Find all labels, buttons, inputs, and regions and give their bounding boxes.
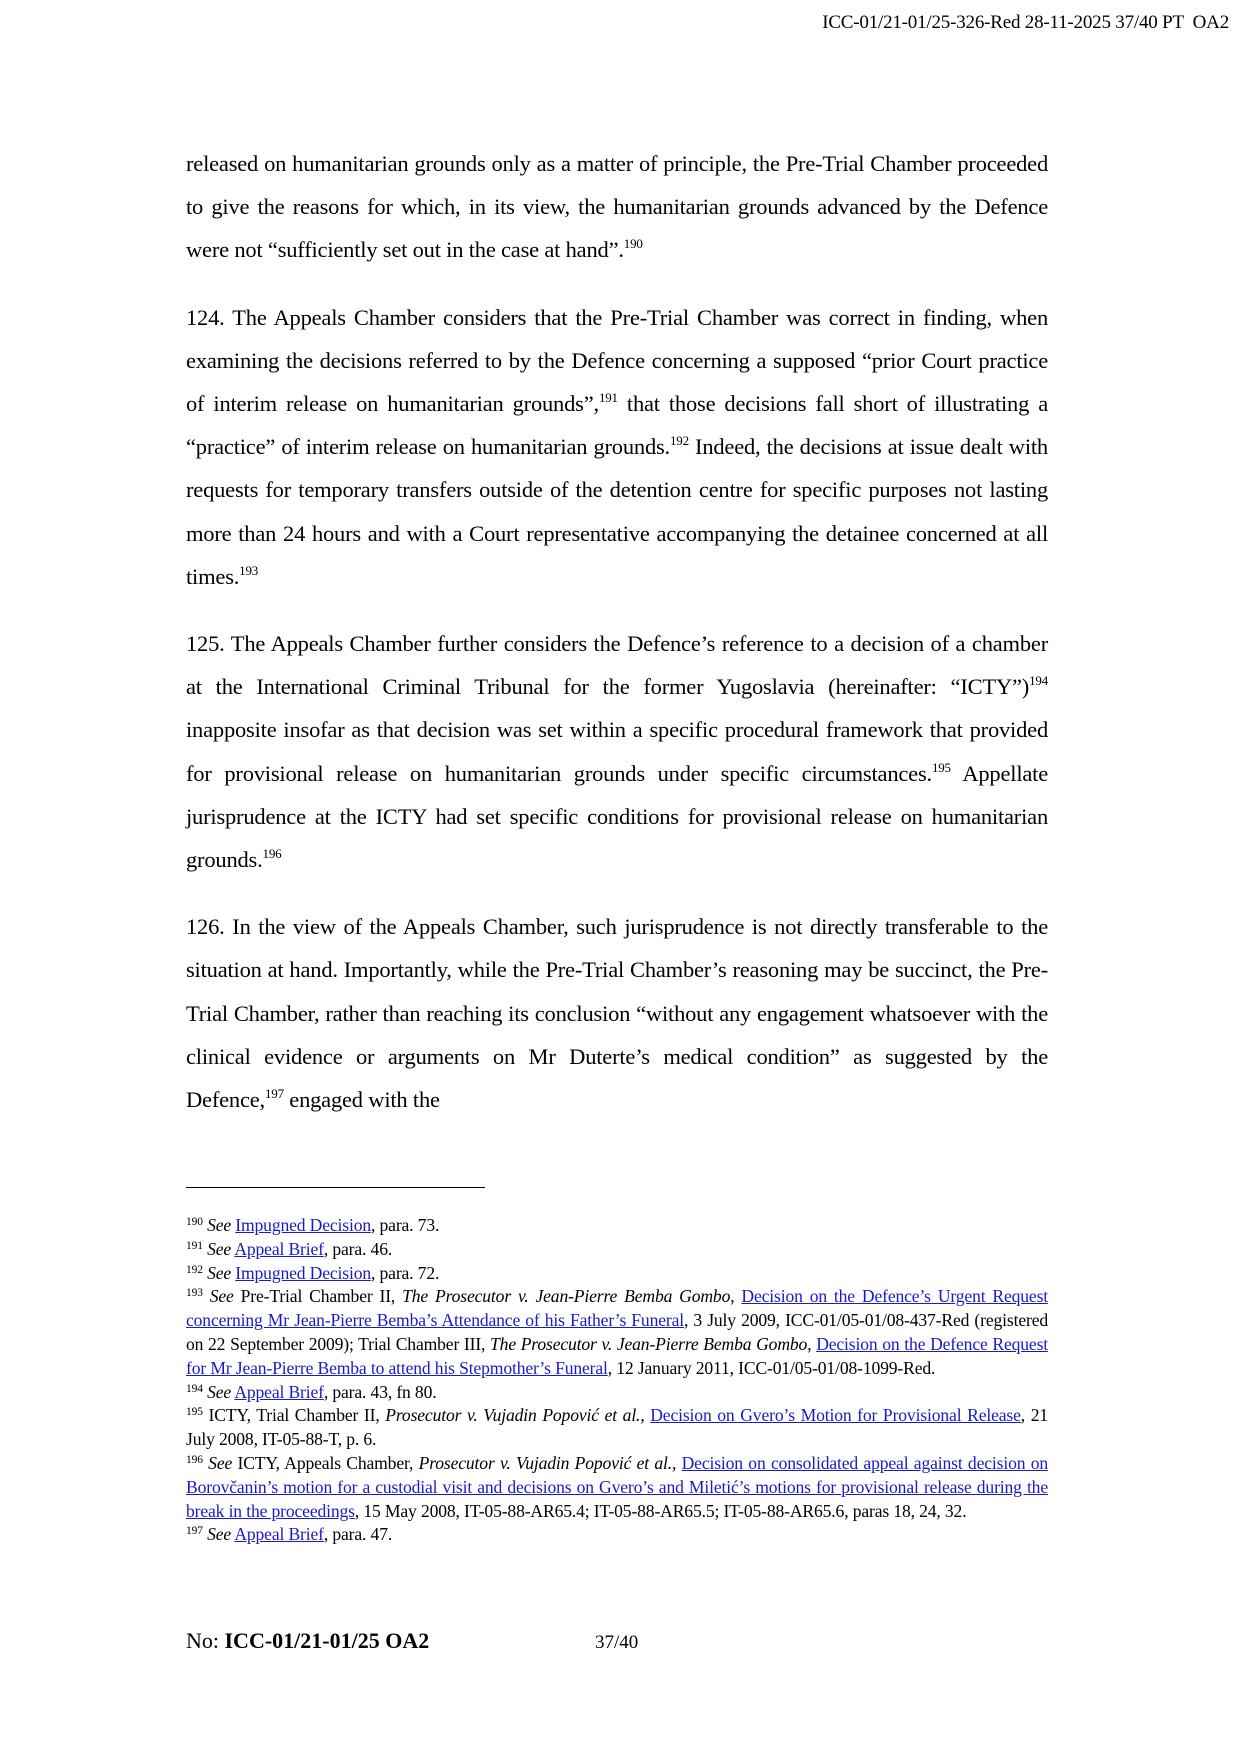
paragraph-number: 124. — [186, 304, 225, 330]
footnote-ref[interactable]: 192 — [669, 433, 689, 449]
paragraph-continuation — [186, 142, 1048, 272]
case-number-label: No: — [186, 1628, 225, 1653]
footnote-link[interactable]: Decision on the Defence’s Urgent Request concerning Mr Jean-Pierre Bemba’s Attendance of his Father’s Funeral — [186, 1286, 1049, 1331]
footnote-number: 196 — [186, 1453, 203, 1466]
footnote-text: , para. 46. — [323, 1238, 393, 1259]
footnote-text: , para. 72. — [371, 1262, 440, 1283]
paragraph-number: 126. — [186, 914, 225, 940]
paragraph-number: 125. — [186, 631, 225, 657]
footnote-number: 192 — [186, 1263, 203, 1276]
footnote-text: , — [807, 1333, 817, 1354]
case-name: Prosecutor v. Vujadin Popović et al. — [385, 1405, 641, 1426]
footnote-number: 190 — [186, 1216, 203, 1228]
footnote-link[interactable]: Impugned Decision — [235, 1262, 372, 1283]
paragraph-text: The Appeals Chamber considers that the Pre-Trial Chamber was correct in finding, when examining the decisions referred to by the Defence concerning a supposed “prior Court practice of interim release on humanitarian grounds”, — [186, 304, 1048, 417]
case-number-value: ICC-01/21-01/25 OA2 — [224, 1628, 430, 1653]
footnote-ref[interactable]: 191 — [598, 390, 618, 406]
footnote-text: , 3 July 2009, ICC-01/05-01/08-437-Red (registered on 22 September 2009); Trial Chamber III, — [186, 1310, 1048, 1354]
document-body — [186, 142, 1048, 1145]
footnote-195 — [186, 1404, 1048, 1452]
signal-word: See — [207, 1262, 232, 1283]
footnotes — [186, 1214, 1048, 1547]
footnote-link[interactable]: Decision on the Defence Request for Mr Jean-Pierre Bemba to attend his Stepmother’s Funeral — [186, 1333, 1049, 1378]
signal-word: See — [207, 1524, 232, 1545]
footnote-text: , para. 43, fn 80. — [323, 1381, 437, 1402]
footnote-number: 195 — [186, 1406, 203, 1419]
footnote-190 — [186, 1214, 1048, 1238]
footnote-ref[interactable]: 196 — [262, 846, 282, 862]
paragraph-text: Appellate jurisprudence at the ICTY had set specific conditions for provisional release on humanitarian grounds. — [186, 760, 1048, 873]
paragraph-text: In the view of the Appeals Chamber, such jurisprudence is not directly transferable to the situation at hand. Importantly, while the Pre-Trial Chamber’s reasoning may be succinct, the Pre-Trial Chamber, rather than reaching its conclusion “without any engagement whatsoever with the clinical evidence or arguments on Mr Duterte’s medical condition” as suggested by the Defence, — [186, 914, 1048, 1113]
paragraph-124 — [186, 296, 1048, 598]
case-name: The Prosecutor v. Jean-Pierre Bemba Gombo — [402, 1286, 731, 1307]
page-number: 37/40 — [595, 1632, 639, 1653]
footnote-text: , 15 May 2008, IT-05-88-AR65.4; IT-05-88-AR65.5; IT-05-88-AR65.6, paras 18, 24, 32. — [354, 1500, 967, 1521]
footnote-192 — [186, 1262, 1048, 1286]
footnote-text: , — [672, 1452, 682, 1473]
footnote-text: , para. 47. — [323, 1524, 393, 1545]
footnote-text: ICTY, Appeals Chamber, — [232, 1452, 419, 1473]
footnote-ref[interactable]: 190 — [623, 236, 643, 252]
footnote-text: , para. 73. — [371, 1215, 440, 1235]
footnote-text: , — [640, 1405, 651, 1426]
footnote-separator — [186, 1187, 485, 1188]
signal-word: See — [208, 1452, 233, 1473]
signal-word: See — [207, 1238, 232, 1259]
paragraph-text: engaged with the — [283, 1087, 440, 1113]
paragraph-text: The Appeals Chamber further considers the Defence’s reference to a decision of a chamber at the International Criminal Tribunal for the former Yugoslavia (hereinafter: “ICTY”) — [186, 631, 1048, 700]
footnote-ref[interactable]: 195 — [931, 759, 951, 775]
footnote-link[interactable]: Decision on consolidated appeal against decision on Borovčanin’s motion for a custodial visit and decisions on Gvero’s and Miletić’s motions for provisional release during the break in the proceedings — [186, 1452, 1049, 1521]
paragraph-text: Indeed, the decisions at issue dealt with requests for temporary transfers outside of the detention centre for specific purposes not lasting more than 24 hours and with a Court representative accompanying the detainee concerned at all times. — [186, 434, 1048, 589]
footnote-link[interactable]: Decision on Gvero’s Motion for Provisional Release — [650, 1405, 1021, 1426]
footnote-link[interactable]: Appeal Brief — [234, 1381, 324, 1402]
footnote-ref[interactable]: 193 — [239, 562, 259, 578]
footnote-text: , 21 July 2008, IT-05-88-T, p. 6. — [186, 1405, 1049, 1450]
document-reference-header: ICC-01/21-01/25-326-Red 28-11-2025 37/40 PT OA2 — [822, 12, 1229, 33]
case-name: Prosecutor v. Vujadin Popović et al. — [418, 1452, 672, 1473]
paragraph-text: released on humanitarian grounds only as a matter of principle, the Pre-Trial Chamber proceeded to give the reasons for which, in its view, the humanitarian grounds advanced by the Defence were not “sufficiently set out in the case at hand”. — [186, 151, 1048, 263]
footnote-197 — [186, 1523, 1048, 1547]
footnote-194 — [186, 1381, 1048, 1405]
footnote-ref[interactable]: 194 — [1029, 673, 1048, 689]
footnote-link[interactable]: Appeal Brief — [234, 1524, 324, 1545]
signal-word: See — [207, 1215, 232, 1235]
paragraph-125 — [186, 622, 1048, 881]
signal-word: See — [207, 1381, 232, 1402]
paragraph-text: that those decisions fall short of illustrating a “practice” of interim release on humanitarian grounds. — [186, 391, 1048, 460]
case-name: The Prosecutor v. Jean-Pierre Bemba Gombo — [490, 1333, 808, 1354]
footnote-193 — [186, 1285, 1048, 1380]
footnote-text: , 12 January 2011, ICC-01/05-01/08-1099-Red. — [607, 1357, 936, 1378]
paragraph-text: inapposite insofar as that decision was set within a specific procedural framework that provided for provisional release on humanitarian grounds under specific circumstances. — [186, 717, 1048, 786]
footnote-number: 193 — [186, 1287, 203, 1300]
footnote-196 — [186, 1452, 1048, 1523]
signal-word: See — [209, 1286, 234, 1307]
footnote-link[interactable]: Appeal Brief — [234, 1238, 324, 1259]
footnote-text: ICTY, Trial Chamber II, — [202, 1405, 386, 1426]
case-number-footer — [186, 1628, 429, 1654]
footnote-text: Pre-Trial Chamber II, — [233, 1286, 403, 1307]
footnote-number: 191 — [186, 1239, 203, 1252]
footnote-ref[interactable]: 197 — [264, 1086, 284, 1102]
footnote-191 — [186, 1238, 1048, 1262]
paragraph-126 — [186, 905, 1048, 1121]
footnote-text: , — [730, 1286, 742, 1307]
footnote-number: 194 — [186, 1382, 203, 1395]
footnote-link[interactable]: Impugned Decision — [235, 1215, 372, 1235]
footnote-number: 197 — [186, 1525, 203, 1538]
